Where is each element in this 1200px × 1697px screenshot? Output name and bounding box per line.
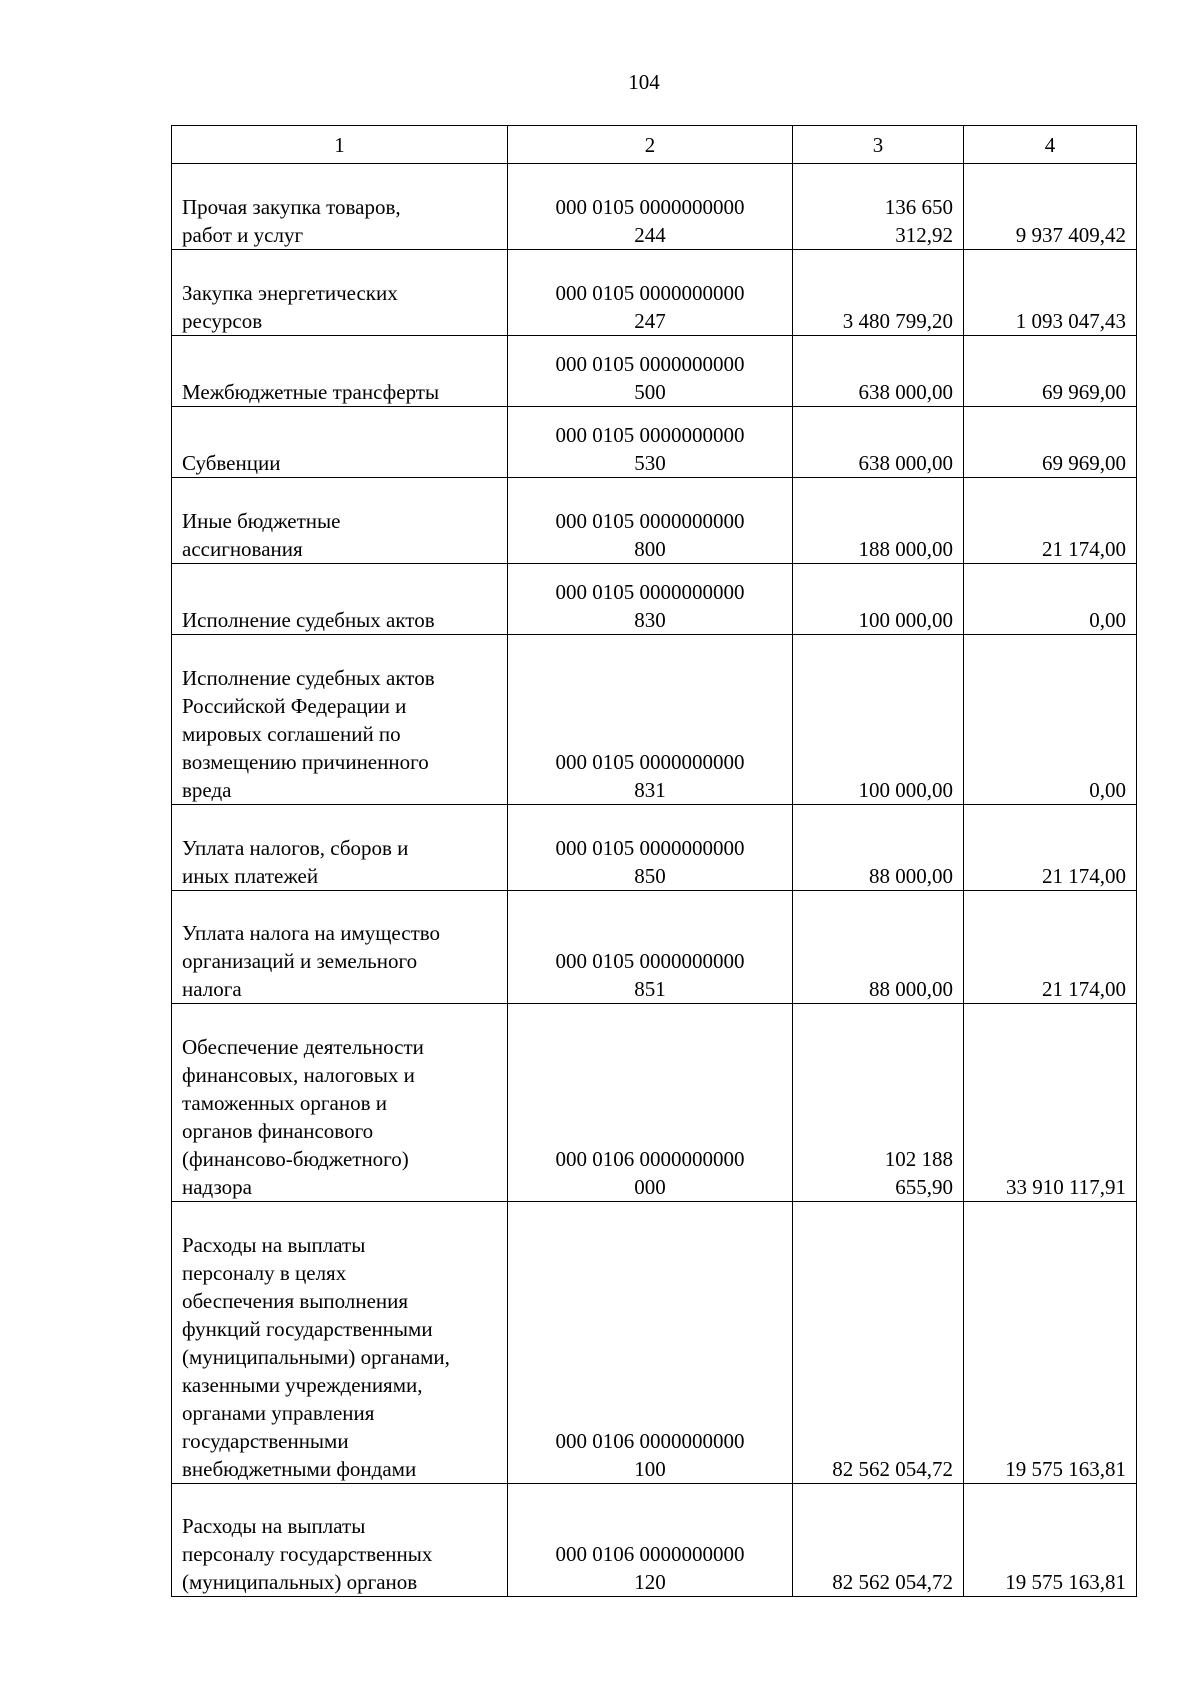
table-row bbox=[172, 164, 1137, 250]
row-col4-value: 19 575 163,81 bbox=[964, 1202, 1137, 1484]
row-col4-value: 21 174,00 bbox=[964, 805, 1137, 891]
row-col3-value: 82 562 054,72 bbox=[793, 1484, 964, 1597]
row-col4-value: 19 575 163,81 bbox=[964, 1484, 1137, 1597]
table-row bbox=[172, 1484, 1137, 1597]
row-col4-value: 69 969,00 bbox=[964, 407, 1137, 478]
row-name: Субвенции bbox=[172, 407, 508, 478]
row-name: Обеспечение деятельности финансовых, налоговых и таможенных органов и органов финансового (финансово-бюджетного) надзора bbox=[172, 1004, 508, 1202]
row-code: 000 0105 0000000000 800 bbox=[508, 478, 793, 564]
table-row bbox=[172, 407, 1137, 478]
row-col3-value: 88 000,00 bbox=[793, 891, 964, 1004]
row-name: Иные бюджетные ассигнования bbox=[172, 478, 508, 564]
row-col3-value: 3 480 799,20 bbox=[793, 250, 964, 336]
row-col3-value: 100 000,00 bbox=[793, 635, 964, 805]
row-name: Закупка энергетических ресурсов bbox=[172, 250, 508, 336]
row-name: Прочая закупка товаров, работ и услуг bbox=[172, 164, 508, 250]
row-code: 000 0106 0000000000 120 bbox=[508, 1484, 793, 1597]
row-code: 000 0106 0000000000 100 bbox=[508, 1202, 793, 1484]
row-col3-value: 102 188 655,90 bbox=[793, 1004, 964, 1202]
header-col-2: 2 bbox=[508, 126, 793, 164]
row-name: Уплата налогов, сборов и иных платежей bbox=[172, 805, 508, 891]
row-name: Межбюджетные трансферты bbox=[172, 336, 508, 407]
table-row bbox=[172, 250, 1137, 336]
table-row bbox=[172, 564, 1137, 635]
row-col4-value: 9 937 409,42 bbox=[964, 164, 1137, 250]
row-name: Исполнение судебных актов bbox=[172, 564, 508, 635]
row-col4-value: 1 093 047,43 bbox=[964, 250, 1137, 336]
table-row bbox=[172, 336, 1137, 407]
table-row bbox=[172, 635, 1137, 805]
row-code: 000 0105 0000000000 831 bbox=[508, 635, 793, 805]
row-col4-value: 21 174,00 bbox=[964, 478, 1137, 564]
row-code: 000 0105 0000000000 850 bbox=[508, 805, 793, 891]
page-number: 104 bbox=[628, 70, 660, 94]
table-row bbox=[172, 891, 1137, 1004]
header-col-1: 1 bbox=[172, 126, 508, 164]
row-col3-value: 88 000,00 bbox=[793, 805, 964, 891]
row-col3-value: 638 000,00 bbox=[793, 336, 964, 407]
row-name: Исполнение судебных актов Российской Федерации и мировых соглашений по возмещению причиненного вреда bbox=[172, 635, 508, 805]
row-name: Расходы на выплаты персоналу государственных (муниципальных) органов bbox=[172, 1484, 508, 1597]
table-row bbox=[172, 805, 1137, 891]
row-code: 000 0105 0000000000 244 bbox=[508, 164, 793, 250]
expenditure-table bbox=[171, 125, 1137, 1597]
row-col4-value: 0,00 bbox=[964, 635, 1137, 805]
row-col4-value: 0,00 bbox=[964, 564, 1137, 635]
table-header-row bbox=[172, 126, 1137, 164]
row-code: 000 0106 0000000000 000 bbox=[508, 1004, 793, 1202]
row-code: 000 0105 0000000000 500 bbox=[508, 336, 793, 407]
table-row bbox=[172, 1004, 1137, 1202]
row-code: 000 0105 0000000000 851 bbox=[508, 891, 793, 1004]
row-name: Расходы на выплаты персоналу в целях обеспечения выполнения функций государственными (муниципальными) органами, казенными учреждениями, органами управления государственными внебюджетными фондами bbox=[172, 1202, 508, 1484]
row-col3-value: 82 562 054,72 bbox=[793, 1202, 964, 1484]
row-col4-value: 69 969,00 bbox=[964, 336, 1137, 407]
row-col4-value: 33 910 117,91 bbox=[964, 1004, 1137, 1202]
table-row bbox=[172, 478, 1137, 564]
row-col3-value: 188 000,00 bbox=[793, 478, 964, 564]
table-row bbox=[172, 1202, 1137, 1484]
row-code: 000 0105 0000000000 530 bbox=[508, 407, 793, 478]
row-col3-value: 136 650 312,92 bbox=[793, 164, 964, 250]
row-name: Уплата налога на имущество организаций и земельного налога bbox=[172, 891, 508, 1004]
row-code: 000 0105 0000000000 247 bbox=[508, 250, 793, 336]
row-code: 000 0105 0000000000 830 bbox=[508, 564, 793, 635]
row-col3-value: 100 000,00 bbox=[793, 564, 964, 635]
row-col3-value: 638 000,00 bbox=[793, 407, 964, 478]
header-col-3: 3 bbox=[793, 126, 964, 164]
row-col4-value: 21 174,00 bbox=[964, 891, 1137, 1004]
header-col-4: 4 bbox=[964, 126, 1137, 164]
